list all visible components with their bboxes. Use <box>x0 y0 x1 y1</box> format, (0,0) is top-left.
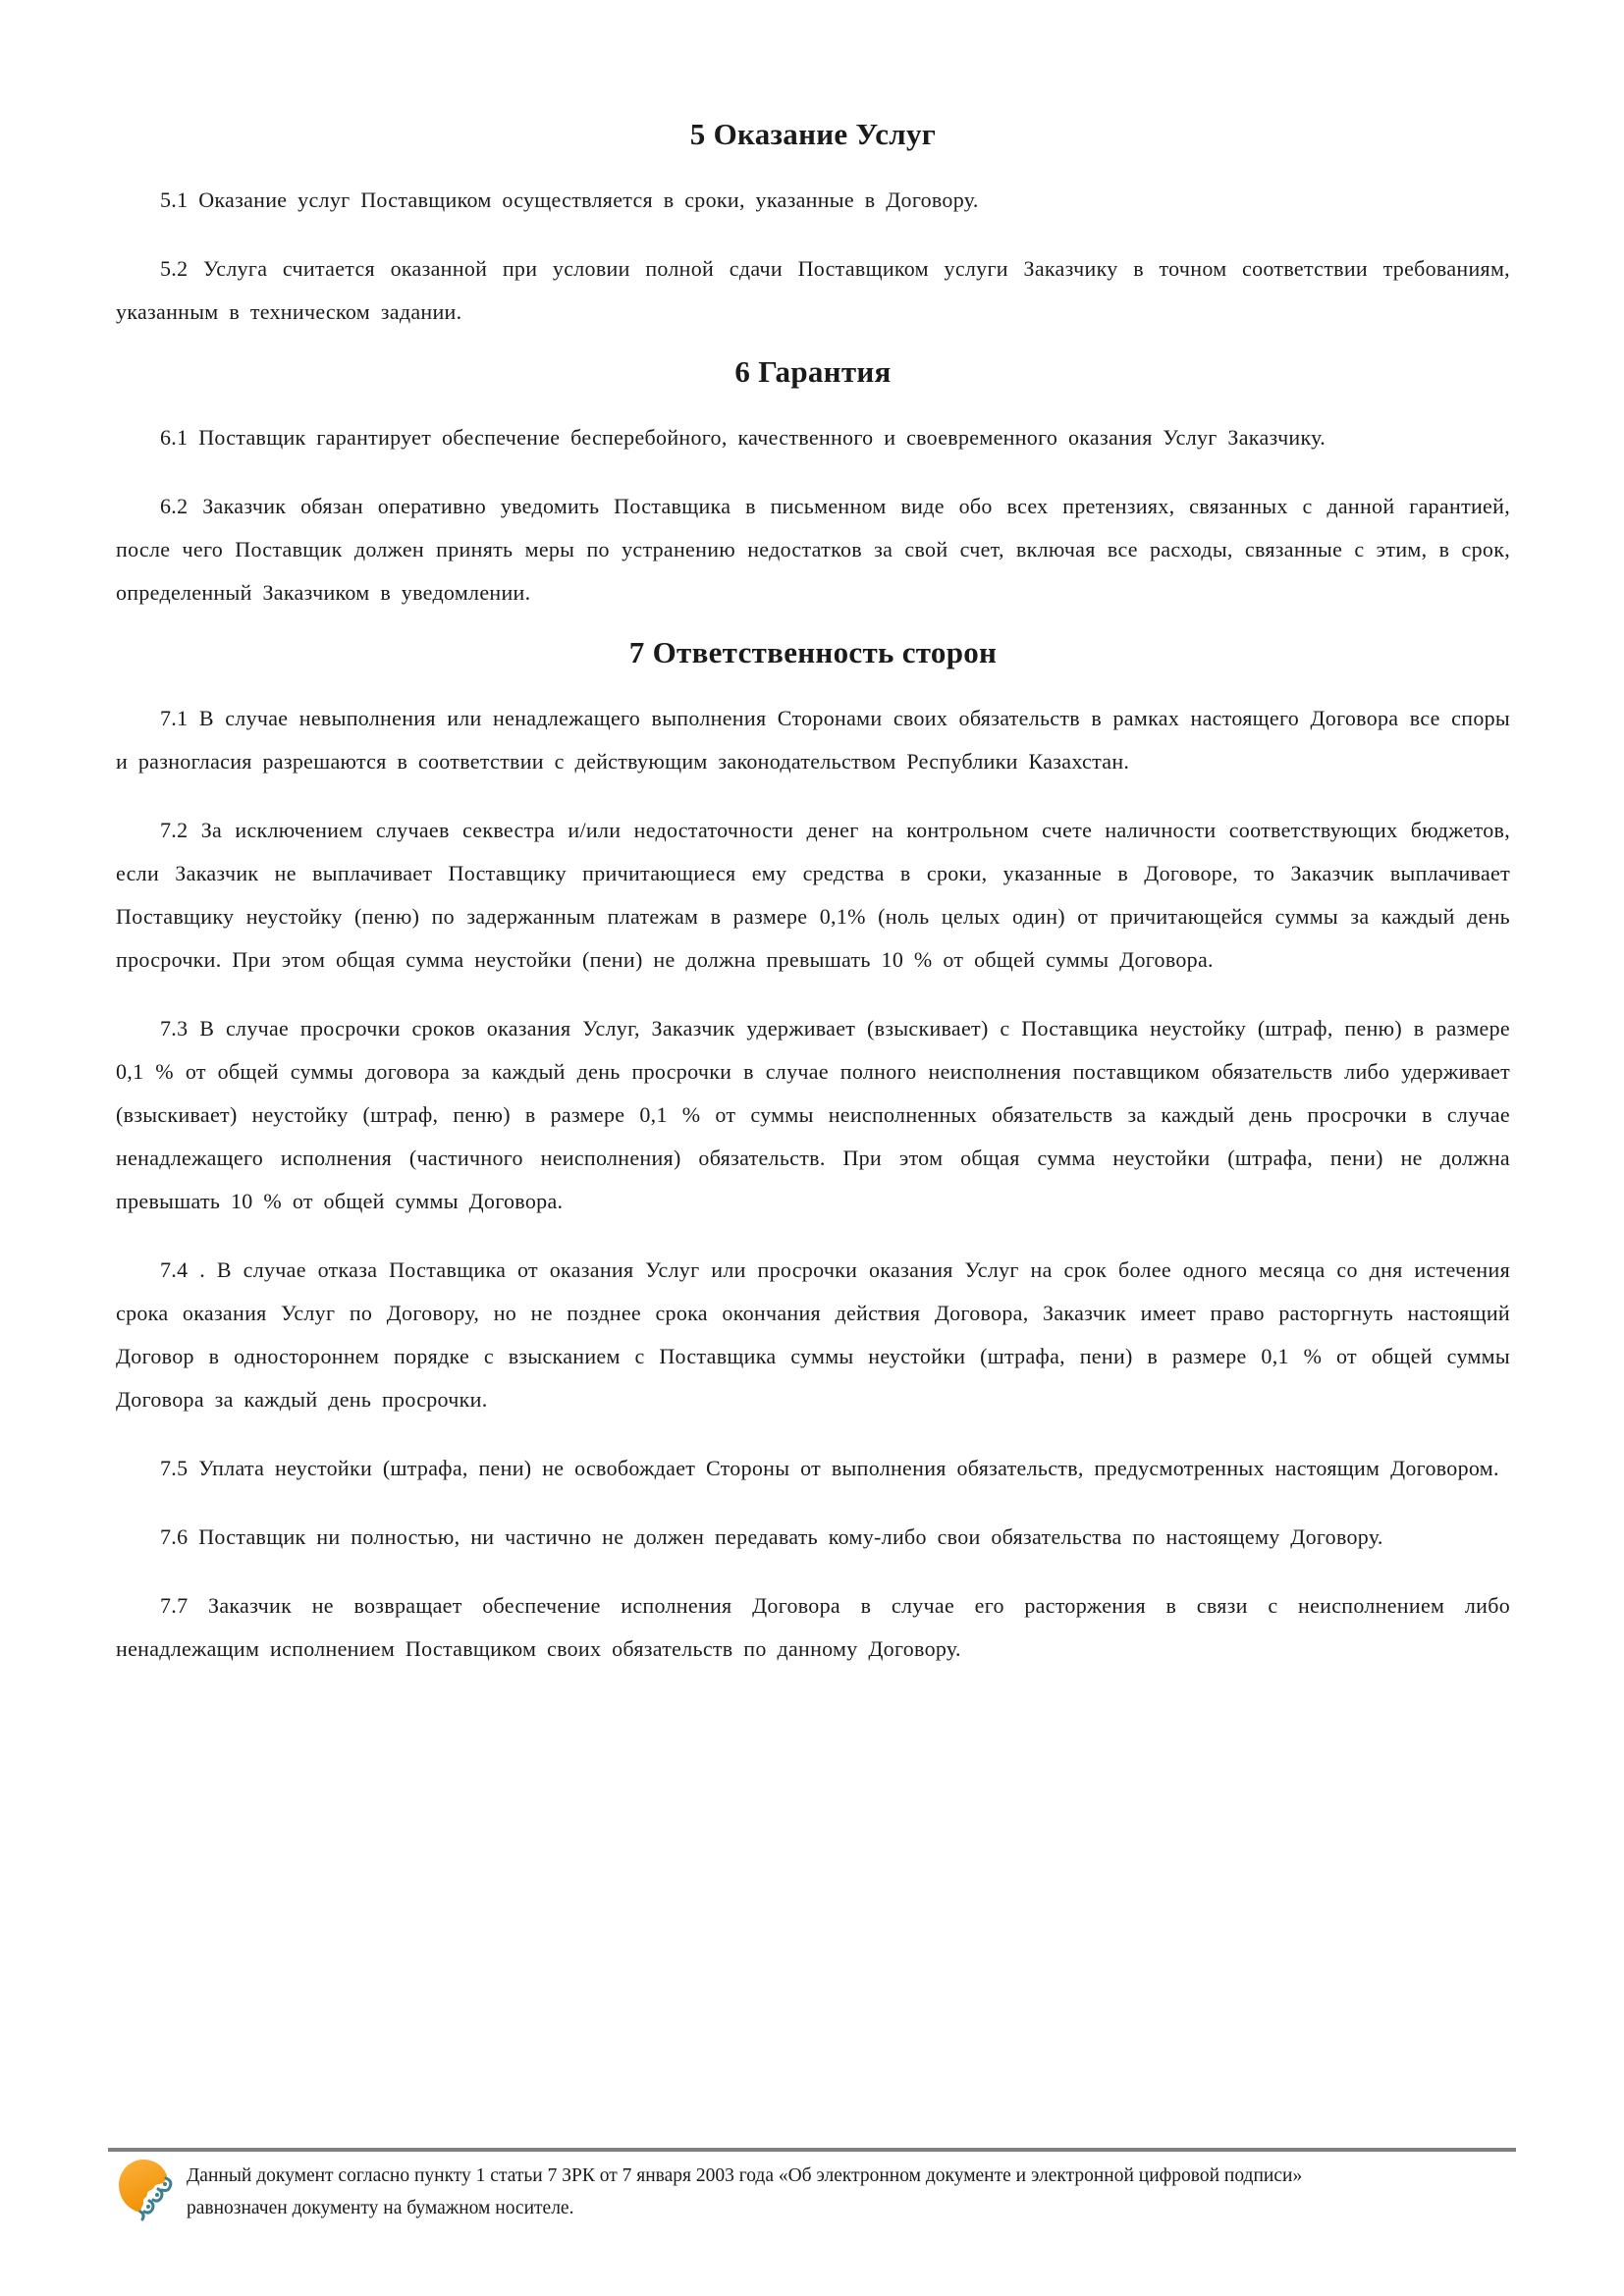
clause-7-1: 7.1 В случае невыполнения или ненадлежащего выполнения Сторонами своих обязательств в рамках настоящего Договора все споры и разногласия разрешаются в соответствии с действующим законодательством Республики Казахстан. <box>116 706 1510 774</box>
clause-6-2: 6.2 Заказчик обязан оперативно уведомить Поставщика в письменном виде обо всех претензиях, связанных с данной гарантией, после чего Поставщик должен принять меры по устранению недостатков за свой счет, включая все расходы, связанные с этим, в срок, определенный Заказчиком в уведомлении. <box>116 494 1510 605</box>
section-heading-6: 6 Гарантия <box>734 354 892 389</box>
clause-5-1: 5.1 Оказание услуг Поставщиком осуществляется в сроки, указанные в Договору. <box>160 187 979 212</box>
contract-text <box>116 116 1510 1671</box>
clause-7-4: 7.4 . В случае отказа Поставщика от оказания Услуг или просрочки оказания Услуг на срок более одного месяца со дня истечения срока оказания Услуг по Договору, но не позднее срока окончания действия Договора, Заказчик имеет право расторгнуть настоящий Договор в одностороннем порядке с взысканием с Поставщика суммы неустойки (штрафа, пени) в размере 0,1 % от общей суммы Договора за каждый день просрочки. <box>116 1257 1510 1412</box>
clause-7-3: 7.3 В случае просрочки сроков оказания Услуг, Заказчик удерживает (взыскивает) с Поставщика неустойку (штраф, пеню) в размере 0,1 % от общей суммы договора за каждый день просрочки в случае полного неисполнения поставщиком обязательств либо удерживает (взыскивает) неустойку (штраф, пеню) в размере 0,1 % от суммы неисполненных обязательств за каждый день просрочки в случае ненадлежащего исполнения (частичного неисполнения) обязательств. При этом общая сумма неустойки (штрафа, пени) не должна превышать 10 % от общей суммы Договора. <box>116 1016 1510 1213</box>
clause-7-2: 7.2 За исключением случаев секвестра и/или недостаточности денег на контрольном счете наличности соответствующих бюджетов, если Заказчик не выплачивает Поставщику причитающиеся ему средства в сроки, указанные в Договоре, то Заказчик выплачивает Поставщику неустойку (пеню) по задержанным платежам в размере 0,1% (ноль целых один) от причитающейся суммы за каждый день просрочки. При этом общая сумма неустойки (пени) не должна превышать 10 % от общей суммы Договора. <box>116 818 1510 972</box>
clause-6-1: 6.1 Поставщик гарантирует обеспечение бесперебойного, качественного и своевременного оказания Услуг Заказчику. <box>160 425 1326 450</box>
section-heading-5: 5 Оказание Услуг <box>689 117 937 151</box>
footer-divider <box>108 2148 1516 2152</box>
footer-note: Данный документ согласно пункту 1 статьи 7 ЗРК от 7 января 2003 года «Об электронном документе и электронной цифровой подписи» равнозначен документу на бумажном носителе. <box>187 2165 1303 2218</box>
clause-7-7: 7.7 Заказчик не возвращает обеспечение исполнения Договора в случае его расторжения в связи с неисполнением либо ненадлежащим исполнением Поставщиком своих обязательств по данному Договору. <box>116 1593 1510 1661</box>
clause-5-2: 5.2 Услуга считается оказанной при условии полной сдачи Поставщиком услуги Заказчику в точном соответствии требованиям, указанным в техническом задании. <box>116 256 1510 324</box>
section-heading-7: 7 Ответственность сторон <box>628 635 998 669</box>
goszakup-logo-icon <box>116 2158 177 2224</box>
clause-7-6: 7.6 Поставщик ни полностью, ни частично не должен передавать кому-либо свои обязательства по настоящему Договору. <box>160 1524 1383 1549</box>
footer <box>116 2156 1516 2224</box>
clause-7-5: 7.5 Уплата неустойки (штрафа, пени) не освобождает Стороны от выполнения обязательств, предусмотренных настоящим Договором. <box>160 1456 1499 1480</box>
